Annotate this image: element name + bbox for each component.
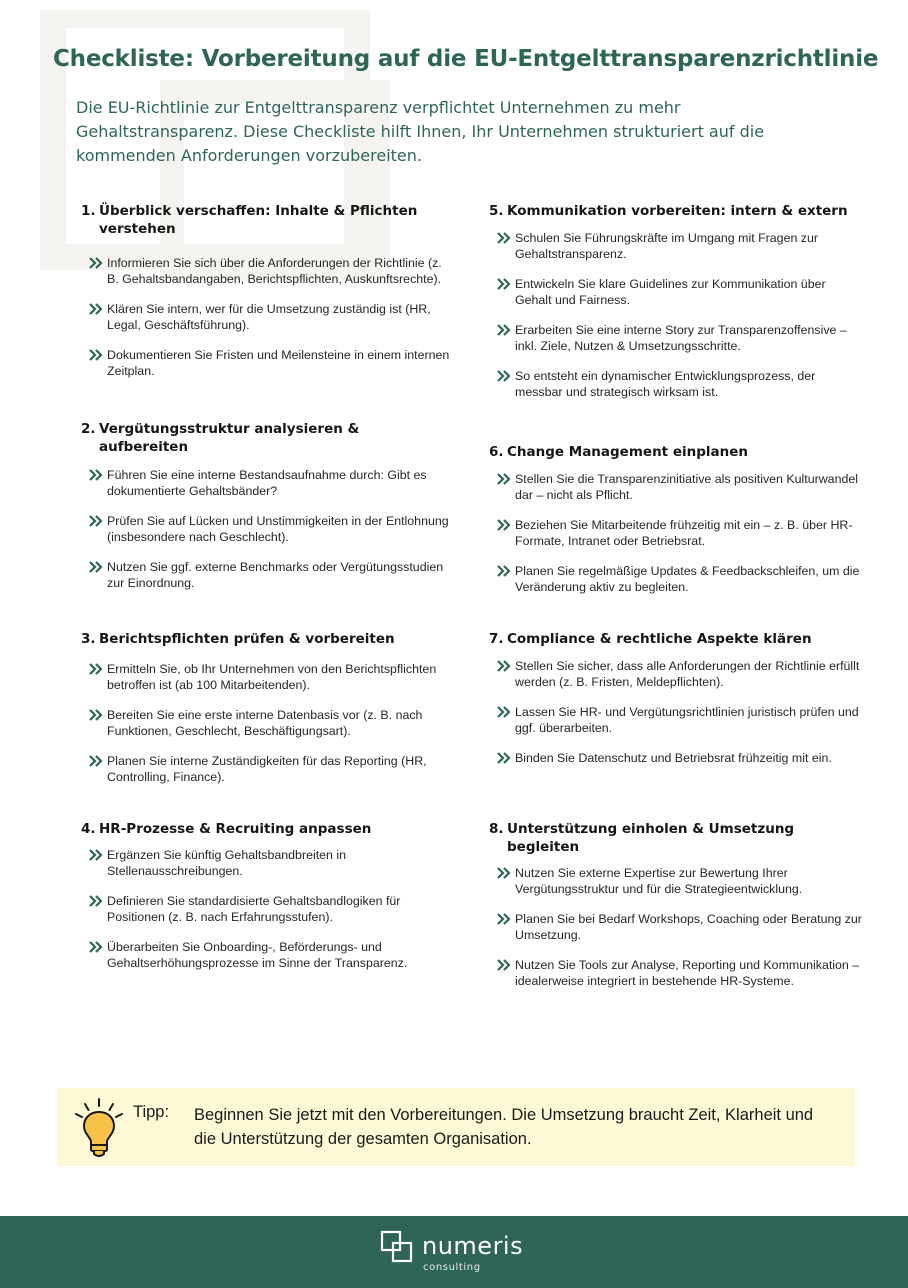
double-chevron-icon — [89, 561, 103, 573]
section-number: 4. — [81, 821, 96, 837]
double-chevron-icon — [497, 370, 511, 382]
list-item: Planen Sie interne Zuständigkeiten für das Reporting (HR, Controlling, Finance). — [81, 754, 453, 785]
checklist-section-4 — [81, 820, 453, 971]
list-item: Prüfen Sie auf Lücken und Unstimmigkeiten in der Entlohnung (insbesondere nach Geschlecht). — [81, 514, 453, 545]
double-chevron-icon — [497, 660, 511, 672]
list-item: Nutzen Sie ggf. externe Benchmarks oder Vergütungsstudien zur Einordnung. — [81, 560, 453, 591]
section-number: 3. — [81, 631, 96, 647]
section-title: Überblick verschaffen: Inhalte & Pflichten verstehen — [99, 203, 418, 237]
list-item: So entsteht ein dynamischer Entwicklungsprozess, der messbar und strategisch wirksam ist. — [489, 369, 864, 400]
list-item: Klären Sie intern, wer für die Umsetzung zuständig ist (HR, Legal, Geschäftsführung). — [81, 302, 453, 333]
double-chevron-icon — [497, 519, 511, 531]
double-chevron-icon — [497, 706, 511, 718]
double-chevron-icon — [497, 913, 511, 925]
list-item: Entwickeln Sie klare Guidelines zur Kommunikation über Gehalt und Fairness. — [489, 277, 864, 308]
section-title: Kommunikation vorbereiten: intern & extern — [507, 203, 848, 219]
double-chevron-icon — [89, 663, 103, 675]
checklist-section-6 — [489, 443, 864, 595]
list-item: Nutzen Sie externe Expertise zur Bewertung Ihrer Vergütungsstruktur und für die Strategieentwicklung. — [489, 866, 864, 897]
double-chevron-icon — [89, 849, 103, 861]
tip-label: Tipp: — [133, 1103, 170, 1121]
section-number: 6. — [489, 444, 504, 460]
section-title: Unterstützung einholen & Umsetzung begleiten — [507, 821, 795, 855]
double-chevron-icon — [497, 278, 511, 290]
list-item: Definieren Sie standardisierte Gehaltsbandlogiken für Positionen (z. B. nach Erfahrungsstufen). — [81, 894, 453, 925]
tip-box — [57, 1088, 855, 1166]
list-item: Beziehen Sie Mitarbeitende frühzeitig mit ein – z. B. über HR-Formate, Intranet oder Betriebsrat. — [489, 518, 864, 549]
intro-text: Die EU-Richtlinie zur Entgelttransparenz verpflichtet Unternehmen zu mehr Gehaltstransparenz. Diese Checkliste hilft Ihnen, Ihr Unternehmen strukturiert auf die kommenden Anforderungen vorzubereiten. — [76, 98, 765, 165]
list-item: Planen Sie regelmäßige Updates & Feedbackschleifen, um die Veränderung aktiv zu begleiten. — [489, 564, 864, 595]
double-chevron-icon — [89, 469, 103, 481]
double-chevron-icon — [497, 473, 511, 485]
checklist-section-7 — [489, 630, 864, 767]
list-item: Schulen Sie Führungskräfte im Umgang mit Fragen zur Gehaltstransparenz. — [489, 231, 864, 262]
double-chevron-icon — [89, 755, 103, 767]
brand-name: numeris — [422, 1232, 524, 1260]
section-title: Vergütungsstruktur analysieren & aufbereiten — [99, 421, 360, 455]
list-item: Stellen Sie sicher, dass alle Anforderungen der Richtlinie erfüllt werden (z. B. Fristen, Meldepflichten). — [489, 659, 864, 690]
numeris-logo-icon — [380, 1230, 414, 1264]
lightbulb-icon — [73, 1097, 125, 1159]
double-chevron-icon — [497, 565, 511, 577]
section-number: 1. — [81, 203, 96, 219]
footer — [0, 1216, 908, 1288]
section-title: Berichtspflichten prüfen & vorbereiten — [99, 631, 395, 647]
double-chevron-icon — [497, 324, 511, 336]
double-chevron-icon — [89, 709, 103, 721]
section-title: Change Management einplanen — [507, 444, 749, 460]
page-title: Checkliste: Vorbereitung auf die EU-Entgelttransparenzrichtlinie — [53, 46, 879, 72]
double-chevron-icon — [89, 257, 103, 269]
checklist-section-2 — [81, 420, 453, 591]
list-item: Dokumentieren Sie Fristen und Meilensteine in einem internen Zeitplan. — [81, 348, 453, 379]
double-chevron-icon — [89, 941, 103, 953]
checklist-section-3 — [81, 630, 453, 785]
list-item: Führen Sie eine interne Bestandsaufnahme durch: Gibt es dokumentierte Gehaltsbänder? — [81, 468, 453, 499]
list-item: Informieren Sie sich über die Anforderungen der Richtlinie (z. B. Gehaltsbandangaben, Berichtspflichten, Auskunftsrechte). — [81, 256, 453, 287]
section-number: 8. — [489, 821, 504, 837]
list-item: Überarbeiten Sie Onboarding-, Beförderungs- und Gehaltserhöhungsprozesse im Sinne der Transparenz. — [81, 940, 453, 971]
list-item: Lassen Sie HR- und Vergütungsrichtlinien juristisch prüfen und ggf. überarbeiten. — [489, 705, 864, 736]
double-chevron-icon — [497, 959, 511, 971]
checklist-section-8 — [489, 820, 864, 989]
list-item: Ergänzen Sie künftig Gehaltsbandbreiten in Stellenausschreibungen. — [81, 848, 453, 879]
double-chevron-icon — [497, 867, 511, 879]
checklist-section-5 — [489, 202, 864, 400]
list-item: Planen Sie bei Bedarf Workshops, Coaching oder Beratung zur Umsetzung. — [489, 912, 864, 943]
double-chevron-icon — [497, 232, 511, 244]
list-item: Erarbeiten Sie eine interne Story zur Transparenzoffensive – inkl. Ziele, Nutzen & Umsetzungsschritte. — [489, 323, 864, 354]
section-number: 5. — [489, 203, 504, 219]
checklist-section-1 — [81, 202, 453, 379]
section-title: Compliance & rechtliche Aspekte klären — [507, 631, 812, 647]
double-chevron-icon — [89, 515, 103, 527]
double-chevron-icon — [89, 349, 103, 361]
list-item: Nutzen Sie Tools zur Analyse, Reporting und Kommunikation – idealerweise integriert in bestehende HR-Systeme. — [489, 958, 864, 989]
list-item: Ermitteln Sie, ob Ihr Unternehmen von den Berichtspflichten betroffen ist (ab 100 Mitarbeitenden). — [81, 662, 453, 693]
section-number: 7. — [489, 631, 504, 647]
list-item: Bereiten Sie eine erste interne Datenbasis vor (z. B. nach Funktionen, Geschlecht, Beschäftigungsart). — [81, 708, 453, 739]
tip-text: Beginnen Sie jetzt mit den Vorbereitungen. Die Umsetzung braucht Zeit, Klarheit und die Unterstützung der gesamten Organisation. — [194, 1106, 814, 1148]
double-chevron-icon — [89, 895, 103, 907]
section-title: HR-Prozesse & Recruiting anpassen — [99, 821, 372, 837]
double-chevron-icon — [89, 303, 103, 315]
list-item: Stellen Sie die Transparenzinitiative als positiven Kulturwandel dar – nicht als Pflicht. — [489, 472, 864, 503]
double-chevron-icon — [497, 752, 511, 764]
section-number: 2. — [81, 421, 96, 437]
brand-subtitle: consulting — [423, 1262, 481, 1273]
list-item: Binden Sie Datenschutz und Betriebsrat frühzeitig mit ein. — [489, 751, 864, 767]
